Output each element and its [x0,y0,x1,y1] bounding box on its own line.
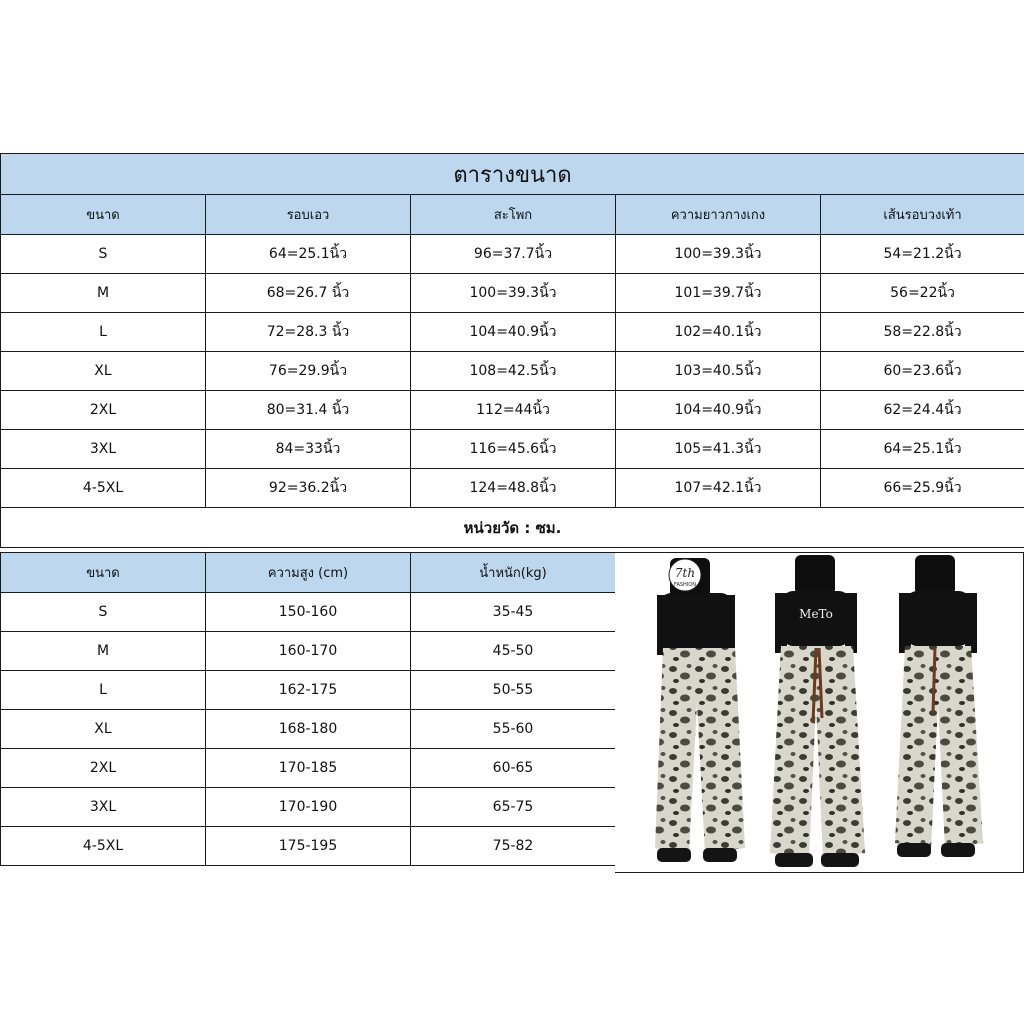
table-row [1,469,1024,508]
weight-cell: 75-82 [411,827,616,866]
size-cell: S [1,593,206,632]
length-cell: 104=40.9นิ้ว [616,391,821,430]
table-row [1,788,616,827]
hip-cell: 104=40.9นิ้ว [411,313,616,352]
svg-text:FASHION: FASHION [674,582,696,588]
hip-cell: 112=44นิ้ว [411,391,616,430]
table-row [1,391,1024,430]
size-cell: L [1,671,206,710]
waist-cell: 92=36.2นิ้ว [206,469,411,508]
height-cell: 175-195 [206,827,411,866]
waist-cell: 84=33นิ้ว [206,430,411,469]
col-header-leg-opening: เส้นรอบวงเท้า [821,195,1024,235]
size-cell: 3XL [1,788,206,827]
length-cell: 102=40.1นิ้ว [616,313,821,352]
col-header-weight: น้ำหนัก(kg) [411,553,616,593]
height-cell: 168-180 [206,710,411,749]
fit-table [0,552,616,866]
length-cell: 101=39.7นิ้ว [616,274,821,313]
leg-opening-cell: 56=22นิ้ว [821,274,1024,313]
table-row [1,710,616,749]
height-cell: 160-170 [206,632,411,671]
fit-table-header [1,553,616,593]
height-cell: 170-190 [206,788,411,827]
table-row [1,430,1024,469]
hip-cell: 116=45.6นิ้ว [411,430,616,469]
size-cell: S [1,235,206,274]
col-header-height: ความสูง (cm) [206,553,411,593]
waist-cell: 76=29.9นิ้ว [206,352,411,391]
chart-title: ตารางขนาด [1,154,1024,195]
waist-cell: 68=26.7 นิ้ว [206,274,411,313]
waist-cell: 64=25.1นิ้ว [206,235,411,274]
size-table [0,153,1024,548]
col-header-size: ขนาด [1,195,206,235]
size-cell: XL [1,710,206,749]
table-row [1,671,616,710]
table-row [1,235,1024,274]
weight-cell: 65-75 [411,788,616,827]
table-row [1,352,1024,391]
height-cell: 170-185 [206,749,411,788]
svg-text:7th: 7th [674,566,696,580]
weight-cell: 55-60 [411,710,616,749]
size-cell: 2XL [1,391,206,430]
size-chart-sheet [0,153,1024,872]
table-row [1,632,616,671]
height-cell: 150-160 [206,593,411,632]
col-header-waist: รอบเอว [206,195,411,235]
col-header-length: ความยาวกางเกง [616,195,821,235]
waist-cell: 80=31.4 นิ้ว [206,391,411,430]
table-row [1,313,1024,352]
size-table-header [1,195,1024,235]
weight-cell: 35-45 [411,593,616,632]
size-cell: XL [1,352,206,391]
col-header-size: ขนาด [1,553,206,593]
weight-cell: 45-50 [411,632,616,671]
table-row [1,274,1024,313]
length-cell: 103=40.5นิ้ว [616,352,821,391]
waist-cell: 72=28.3 นิ้ว [206,313,411,352]
weight-cell: 60-65 [411,749,616,788]
model-photo-illustration [615,553,1023,872]
leg-opening-cell: 58=22.8นิ้ว [821,313,1024,352]
leg-opening-cell: 64=25.1นิ้ว [821,430,1024,469]
size-cell: 4-5XL [1,827,206,866]
unit-note: หน่วยวัด : ซม. [1,508,1024,548]
length-cell: 100=39.3นิ้ว [616,235,821,274]
hip-cell: 108=42.5นิ้ว [411,352,616,391]
hip-cell: 100=39.3นิ้ว [411,274,616,313]
shirt-print: MeTo [799,607,833,621]
weight-cell: 50-55 [411,671,616,710]
hip-cell: 124=48.8นิ้ว [411,469,616,508]
brand-logo [669,559,701,591]
size-cell: 4-5XL [1,469,206,508]
leg-opening-cell: 60=23.6นิ้ว [821,352,1024,391]
length-cell: 105=41.3นิ้ว [616,430,821,469]
size-cell: M [1,632,206,671]
product-photo [615,552,1024,873]
hip-cell: 96=37.7นิ้ว [411,235,616,274]
leg-opening-cell: 54=21.2นิ้ว [821,235,1024,274]
size-cell: L [1,313,206,352]
length-cell: 107=42.1นิ้ว [616,469,821,508]
table-row [1,593,616,632]
size-cell: M [1,274,206,313]
table-row [1,827,616,866]
height-cell: 162-175 [206,671,411,710]
leg-opening-cell: 66=25.9นิ้ว [821,469,1024,508]
table-row [1,749,616,788]
size-cell: 3XL [1,430,206,469]
size-cell: 2XL [1,749,206,788]
leg-opening-cell: 62=24.4นิ้ว [821,391,1024,430]
col-header-hip: สะโพก [411,195,616,235]
